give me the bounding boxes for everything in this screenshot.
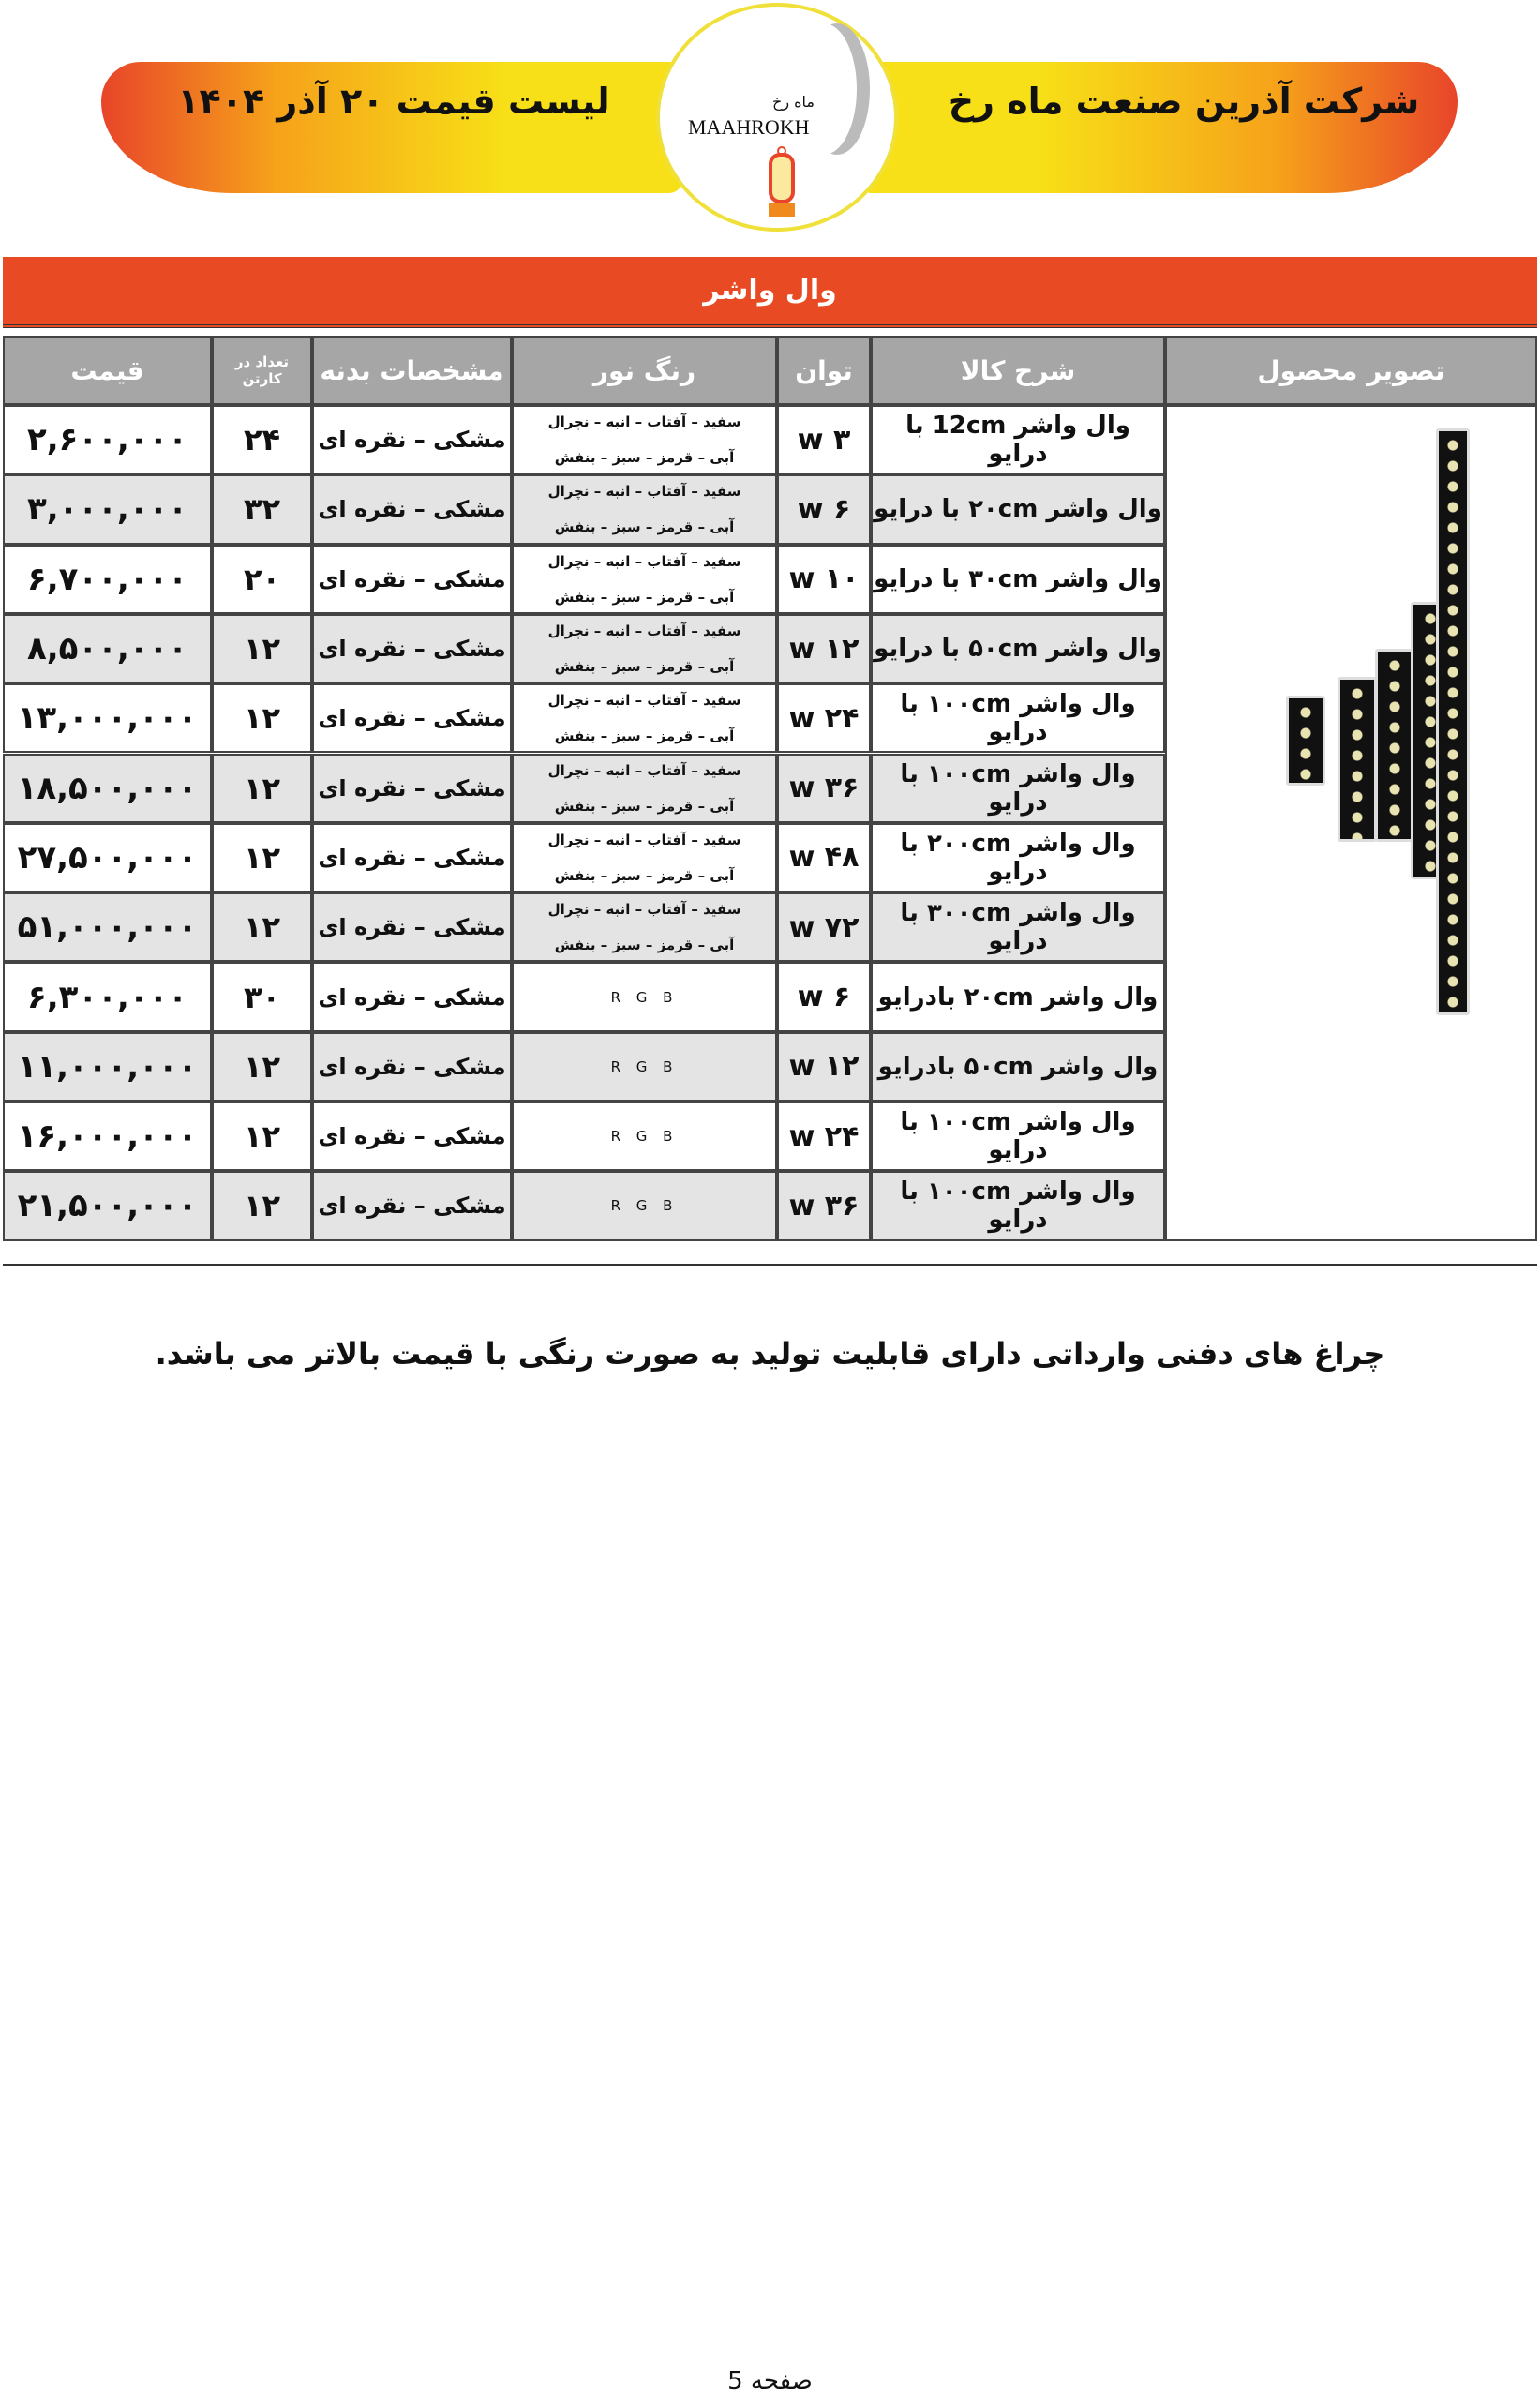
power-cell: ۳۶ w [777,1171,871,1240]
body-cell: مشکی – نقره ای [312,1171,512,1240]
body-cell: مشکی – نقره ای [312,754,512,823]
price-cell: ۲۱,۵۰۰,۰۰۰ [3,1171,212,1240]
count-cell: ۳۲ [212,474,312,544]
light-color-cell [512,754,777,823]
body-cell: مشکی – نقره ای [312,1102,512,1171]
column-header-count: تعداد در کارتن [212,336,312,405]
section-title: وال واشر [3,257,1537,328]
desc-cell: وال واشر ۱۰۰cm با درایو [871,1171,1165,1240]
power-cell: ۷۲ w [777,892,871,962]
light-color-line: سفید – آفتاب – انبه – نچرال [547,413,741,431]
light-color-line: آبی – قرمز – سبز – بنفش [554,797,735,815]
divider [3,1264,1537,1266]
column-header-power: توان [777,336,871,405]
desc-cell: وال واشر ۲۰۰cm با درایو [871,823,1165,892]
body-cell: مشکی – نقره ای [312,892,512,962]
column-header-desc: شرح کالا [871,336,1165,405]
light-color-cell [512,614,777,683]
price-cell: ۶,۷۰۰,۰۰۰ [3,545,212,614]
desc-cell: وال واشر ۳۰cm با درایو [871,545,1165,614]
body-cell: مشکی – نقره ای [312,545,512,614]
light-color-cell [512,474,777,544]
power-cell: ۳۶ w [777,754,871,823]
body-cell: مشکی – نقره ای [312,474,512,544]
price-cell: ۶,۳۰۰,۰۰۰ [3,962,212,1031]
power-cell: ۱۰ w [777,545,871,614]
price-cell: ۲,۶۰۰,۰۰۰ [3,405,212,474]
light-color-line: سفید – آفتاب – انبه – نچرال [547,483,741,501]
logo-fa: ماه رخ [772,93,815,111]
light-color-cell: R G B [512,1171,777,1240]
wall-washer-bar-image [1436,428,1470,1015]
light-color-cell [512,545,777,614]
light-color-cell [512,823,777,892]
note-text: چراغ های دفنی وارداتی دارای قابلیت تولید به صورت رنگی با قیمت بالاتر می باشد. [155,1336,1385,1372]
price-list-date: لیست قیمت ۲۰ آذر ۱۴۰۴ [177,81,610,122]
price-cell: ۳,۰۰۰,۰۰۰ [3,474,212,544]
power-cell: ۲۴ w [777,683,871,753]
power-cell: ۱۲ w [777,614,871,683]
body-cell: مشکی – نقره ای [312,614,512,683]
count-cell: ۱۲ [212,614,312,683]
body-cell: مشکی – نقره ای [312,405,512,474]
power-cell: ۲۴ w [777,1102,871,1171]
price-cell: ۱۸,۵۰۰,۰۰۰ [3,754,212,823]
light-color-line: سفید – آفتاب – انبه – نچرال [547,901,741,919]
desc-cell: وال واشر ۱۰۰cm با درایو [871,1102,1165,1171]
light-color-line: سفید – آفتاب – انبه – نچرال [547,622,741,640]
company-logo [656,3,898,232]
light-color-cell: R G B [512,1032,777,1102]
count-cell: ۱۲ [212,1032,312,1102]
price-cell: ۲۷,۵۰۰,۰۰۰ [3,823,212,892]
desc-cell: وال واشر 12cm با درایو [871,405,1165,474]
wall-washer-bar-image [1375,649,1414,842]
price-cell: ۱۳,۰۰۰,۰۰۰ [3,683,212,753]
body-cell: مشکی – نقره ای [312,1032,512,1102]
body-cell: مشکی – نقره ای [312,683,512,753]
count-cell: ۱۲ [212,823,312,892]
power-cell: ۶ w [777,474,871,544]
column-header-image: تصویر محصول [1165,336,1537,405]
price-cell: ۱۶,۰۰۰,۰۰۰ [3,1102,212,1171]
light-color-line: سفید – آفتاب – انبه – نچرال [547,831,741,848]
light-color-line: سفید – آفتاب – انبه – نچرال [547,552,741,570]
count-cell: ۳۰ [212,962,312,1031]
light-color-line: آبی – قرمز – سبز – بنفش [554,658,735,676]
light-color-cell [512,405,777,474]
light-color-line: آبی – قرمز – سبز – بنفش [554,937,735,954]
light-color-cell [512,892,777,962]
power-cell: ۶ w [777,962,871,1031]
desc-cell: وال واشر ۲۰cm بادرایو [871,962,1165,1031]
light-color-line: آبی – قرمز – سبز – بنفش [554,728,735,745]
company-name: شرکت آذرین صنعت ماه رخ [948,81,1420,122]
price-cell: ۵۱,۰۰۰,۰۰۰ [3,892,212,962]
desc-cell: وال واشر ۲۰cm با درایو [871,474,1165,544]
column-header-price: قیمت [3,336,212,405]
wall-washer-bar-image [1338,677,1377,842]
count-cell: ۱۲ [212,683,312,753]
wall-washer-bar-image [1286,696,1325,786]
light-color-line: سفید – آفتاب – انبه – نچرال [547,761,741,779]
price-cell: ۱۱,۰۰۰,۰۰۰ [3,1032,212,1102]
desc-cell: وال واشر ۳۰۰cm با درایو [871,892,1165,962]
light-color-cell [512,683,777,753]
count-cell: ۱۲ [212,1171,312,1240]
desc-cell: وال واشر ۵۰cm با درایو [871,614,1165,683]
product-image [1165,405,1537,1241]
lantern-icon [763,145,800,220]
column-header-color: رنگ نور [512,336,777,405]
body-cell: مشکی – نقره ای [312,823,512,892]
desc-cell: وال واشر ۵۰cm بادرایو [871,1032,1165,1102]
desc-cell: وال واشر ۱۰۰cm با درایو [871,683,1165,753]
count-cell: ۲۴ [212,405,312,474]
light-color-line: آبی – قرمز – سبز – بنفش [554,449,735,467]
light-color-cell: R G B [512,962,777,1031]
power-cell: ۴۸ w [777,823,871,892]
power-cell: ۳ w [777,405,871,474]
count-cell: ۱۲ [212,754,312,823]
count-cell: ۱۲ [212,892,312,962]
light-color-line: آبی – قرمز – سبز – بنفش [554,588,735,606]
light-color-line: سفید – آفتاب – انبه – نچرال [547,692,741,710]
light-color-line: آبی – قرمز – سبز – بنفش [554,866,735,884]
price-cell: ۸,۵۰۰,۰۰۰ [3,614,212,683]
desc-cell: وال واشر ۱۰۰cm با درایو [871,754,1165,823]
power-cell: ۱۲ w [777,1032,871,1102]
body-cell: مشکی – نقره ای [312,962,512,1031]
logo-en: MAAHROKH [688,115,810,139]
column-header-body: مشخصات بدنه [312,336,512,405]
light-color-cell: R G B [512,1102,777,1171]
light-color-line: آبی – قرمز – سبز – بنفش [554,518,735,536]
count-cell: ۱۲ [212,1102,312,1171]
count-cell: ۲۰ [212,545,312,614]
page-number: صفحه 5 [727,2367,813,2395]
